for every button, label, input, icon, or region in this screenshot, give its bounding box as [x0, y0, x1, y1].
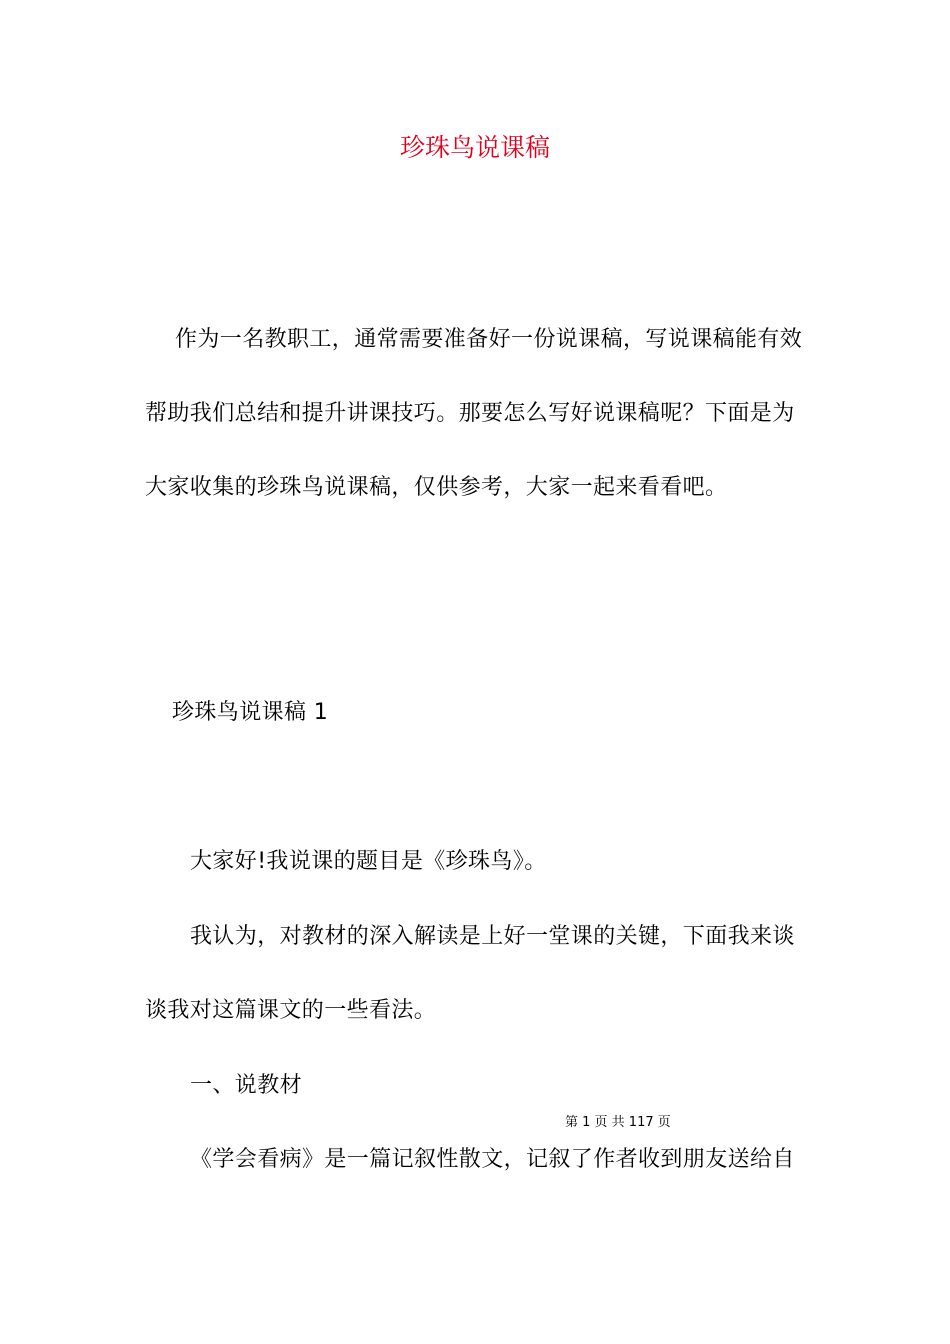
- intro-line-2: 帮助我们总结和提升讲课技巧。那要怎么写好说课稿呢？下面是为: [145, 401, 795, 426]
- body-line-last: 《学会看病》是一篇记叙性散文，记叙了作者收到朋友送给自: [190, 1147, 795, 1172]
- intro-line-3: 大家收集的珍珠鸟说课稿，仅供参考，大家一起来看看吧。: [145, 475, 728, 500]
- section-heading: 珍珠鸟说课稿 1: [172, 700, 329, 725]
- document-title: 珍珠鸟说课稿: [399, 133, 550, 162]
- body-line-1: 大家好!我说课的题目是《珍珠鸟》。: [190, 849, 547, 874]
- intro-line-1: 作为一名教职工，通常需要准备好一份说课稿，写说课稿能有效: [175, 327, 803, 352]
- subsection-heading: 一、说教材: [190, 1073, 303, 1098]
- body-line-3: 谈我对这篇课文的一些看法。: [145, 998, 437, 1023]
- body-line-2: 我认为，对教材的深入解读是上好一堂课的关键，下面我来谈: [190, 924, 795, 949]
- page-number-footer: 第 1 页 共 117 页: [565, 1115, 671, 1130]
